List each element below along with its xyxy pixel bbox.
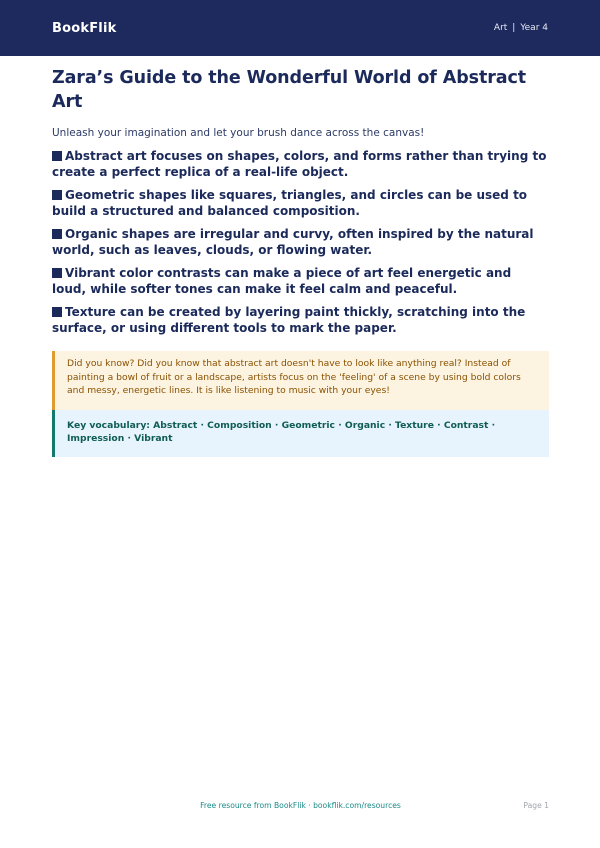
- page-title: Zara’s Guide to the Wonderful World of Abstract Art: [52, 68, 527, 112]
- meta-separator: |: [512, 23, 516, 33]
- key-vocabulary-callout: Key vocabulary: Abstract · Composition · Geometric · Organic · Texture · Contrast · Impression · Vibrant: [52, 410, 549, 457]
- key-point-item: [52, 187, 549, 219]
- key-point-item: [52, 304, 549, 336]
- key-point-text: Geometric shapes like squares, triangles, and circles can be used to build a structured and balanced composition.: [52, 188, 528, 218]
- footer-credit-link[interactable]: Free resource from BookFlik · bookflik.com/resources: [200, 801, 401, 810]
- square-bullet-icon: [52, 229, 62, 239]
- square-bullet-icon: [52, 151, 62, 161]
- key-point-text: Abstract art focuses on shapes, colors, and forms rather than trying to create a perfect replica of a real-life object.: [52, 149, 547, 179]
- square-bullet-icon: [52, 307, 62, 317]
- key-point-text: Vibrant color contrasts can make a piece of art feel energetic and loud, while softer tones can make it feel calm and peaceful.: [52, 266, 512, 296]
- square-bullet-icon: [52, 268, 62, 278]
- year-level-label: Year 4: [520, 23, 548, 33]
- subject-label: Art: [493, 23, 508, 33]
- page-number: Page 1: [523, 801, 549, 810]
- key-point-text: Texture can be created by layering paint thickly, scratching into the surface, or using different tools to mark the paper.: [52, 305, 526, 335]
- main-content: [52, 64, 549, 457]
- key-point-item: [52, 148, 549, 180]
- page-footer: [52, 801, 549, 815]
- key-point-text: Organic shapes are irregular and curvy, often inspired by the natural world, such as leaves, clouds, or flowing water.: [52, 227, 534, 257]
- top-header-bar: [0, 0, 600, 56]
- brand-logo-text[interactable]: BookFlik: [52, 20, 117, 36]
- key-points-list: [52, 148, 549, 336]
- did-you-know-callout: Did you know? Did you know that abstract art doesn't have to look like anything real? Instead of painting a bowl of fruit or a landscape, artists focus on the 'feeling' of a scene by using bold colors and messy, energetic lines. It is like listening to music with your eyes!: [52, 351, 549, 410]
- key-point-item: [52, 265, 549, 297]
- page-subtitle: Unleash your imagination and let your brush dance across the canvas!: [52, 127, 425, 139]
- key-point-item: [52, 226, 549, 258]
- square-bullet-icon: [52, 190, 62, 200]
- subject-level-label: [494, 23, 548, 33]
